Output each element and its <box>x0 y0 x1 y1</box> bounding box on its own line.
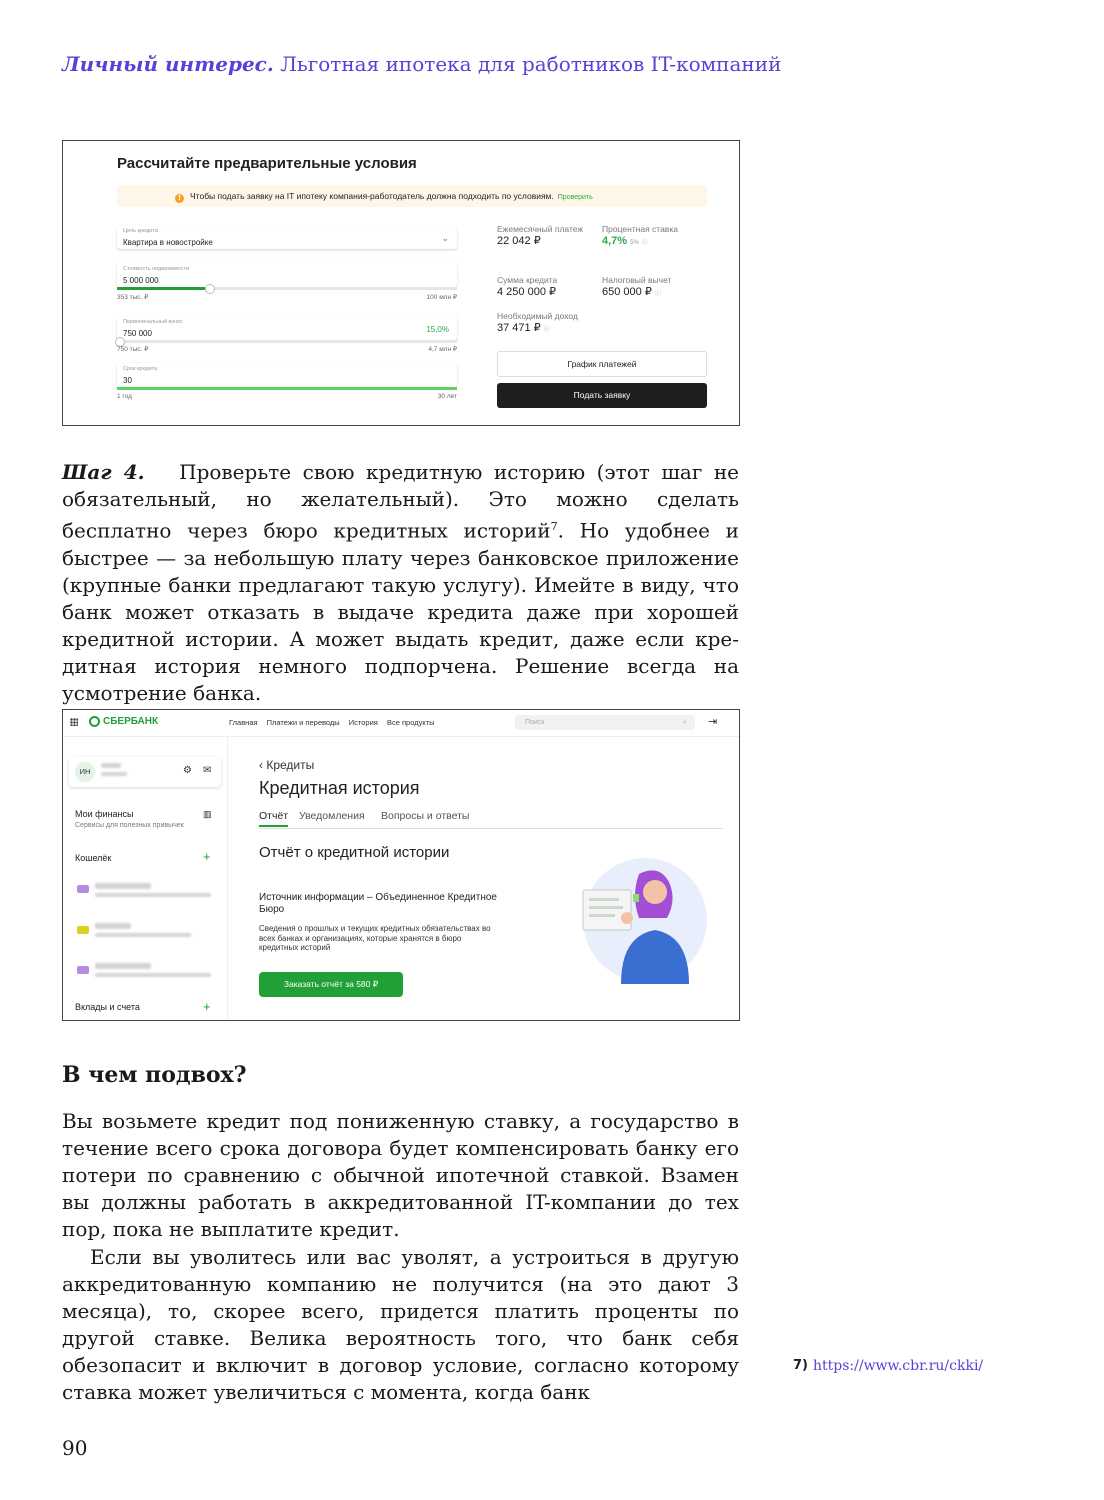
blurred-name <box>101 763 121 768</box>
gear-icon[interactable]: ⚙ <box>183 765 192 776</box>
mail-icon[interactable]: ✉ <box>203 765 212 776</box>
range-max: 100 млн ₽ <box>426 294 457 301</box>
search-placeholder: Поиск <box>525 719 545 726</box>
report-description: Сведения о прошлых и текущих кредитных обязательствах во всех банках и организациях, которые хранятся в бюро кредитных историй <box>259 924 491 952</box>
loan-label: Сумма кредита <box>497 275 558 285</box>
sberbank-logo[interactable] <box>89 716 158 727</box>
range-max: 4,7 млн ₽ <box>428 346 457 353</box>
tabs <box>259 810 723 829</box>
slider-range <box>117 393 457 400</box>
field-value: 5 000 000 <box>123 276 159 285</box>
sber-logo-icon <box>89 716 100 727</box>
nav-item-history[interactable]: История <box>348 718 378 727</box>
page-number: 90 <box>62 1436 88 1460</box>
main-nav <box>229 718 442 727</box>
payment-schedule-button[interactable]: График платежей <box>497 351 707 377</box>
my-finances-title[interactable]: Мои финансы <box>75 809 134 819</box>
income-label: Необходимый доход <box>497 311 578 321</box>
down-payment-input[interactable] <box>117 316 457 340</box>
breadcrumb-label: Кредиты <box>266 758 315 772</box>
tax-deduction <box>602 276 671 299</box>
blurred-balance <box>95 963 151 969</box>
down-payment-percent: 15,0% <box>426 325 449 334</box>
monthly-label: Ежемесячный платеж <box>497 224 584 234</box>
sidebar <box>63 737 228 1020</box>
header-bold: Личный интерес. <box>62 52 274 76</box>
field-value: Квартира в новостройке <box>123 238 213 247</box>
field-label: Стоимость недвижимости <box>123 266 190 272</box>
info-icon: ⓘ <box>654 291 661 297</box>
footnote-ref: 7 <box>550 520 558 533</box>
wallet-title[interactable]: Кошелёк <box>75 853 112 863</box>
info-icon: ⓘ <box>543 327 550 333</box>
my-finances-sub: Сервисы для полезных привычек <box>75 822 184 829</box>
range-max: 30 лет <box>437 393 457 400</box>
step-label: Шаг 4. <box>62 460 145 484</box>
deposits-title[interactable]: Вклады и счета <box>75 1002 140 1012</box>
property-price-slider[interactable] <box>117 287 457 290</box>
field-value: 30 <box>123 376 132 385</box>
paragraph-2: Если вы уволитесь или вас уволят, а устроиться в другую аккредитованную компанию не получится (на это дают 3 месяца), то, скорее всего, придется платить проценты по другой ставке. Велика вероятность того, что банк себя обезопасит и включит в договор условие, согласно которому ставка может увеличиться с момента, когда банк <box>62 1245 739 1404</box>
rate-value: 4,7% <box>602 235 628 247</box>
range-min: 353 тыс. ₽ <box>117 294 149 301</box>
term-input[interactable] <box>117 363 457 387</box>
running-header <box>62 52 781 76</box>
calculator-screenshot <box>62 140 740 426</box>
profile-card[interactable] <box>69 757 221 787</box>
paragraph-1: Вы возьмете кредит под пониженную ставку, а государство в течение всего срока договора будет компенсировать банку его потери по сравнению с обычной ипотечной ставкой. Взамен вы должны работать в аккредитованной IT-компании до тех пор, пока не выплатите кредит. <box>62 1109 739 1241</box>
nav-item-payments[interactable]: Платежи и переводы <box>266 718 340 727</box>
page-title: Кредитная история <box>259 778 420 798</box>
order-report-button[interactable]: Заказать отчёт за 580 ₽ <box>259 972 403 997</box>
tab-faq[interactable]: Вопросы и ответы <box>381 810 470 822</box>
warning-text: Чтобы подать заявку на IT ипотеку компания-работодатель должна подходить по условиям. <box>190 191 554 201</box>
loan-value: 4 250 000 ₽ <box>497 286 556 298</box>
range-min: 750 тыс. ₽ <box>117 346 149 353</box>
property-price-input[interactable] <box>117 263 457 287</box>
loan-purpose-select[interactable] <box>117 225 457 249</box>
income-value: 37 471 ₽ <box>497 322 541 334</box>
nav-item-home[interactable]: Главная <box>229 718 258 727</box>
tax-label: Налоговый вычет <box>602 275 672 285</box>
step4-text-a: Проверьте свою кредитную историю (этот шаг не обязательный, но желательный). Это можно сделать бесплатно через бюро кредитных историй <box>62 460 740 543</box>
step4-text-b: . Но удобнее и быстрее — за небольшую плату через банковское приложение (крупные банки предлагают такую услугу). Имейте в виду, что банк может отказать в выдаче кредита даже при хорошей кредитной истории. А может выдать кредит, даже если кредитная история немного подпорчена. Решение всегда на усмотрение банка. <box>62 518 739 705</box>
loan-amount <box>497 276 557 297</box>
report-title: Отчёт о кредитной истории <box>259 844 450 861</box>
search-input[interactable] <box>515 715 695 730</box>
woman-with-document-illustration <box>581 856 709 984</box>
chevron-down-icon: ⌄ <box>441 233 449 243</box>
field-label: Срок кредита <box>123 366 158 372</box>
interest-rate <box>602 225 707 248</box>
monthly-payment <box>497 225 587 246</box>
tax-value: 650 000 ₽ <box>602 286 652 298</box>
term-slider[interactable] <box>117 387 457 390</box>
rate-old: 5% <box>630 240 639 246</box>
blurred-balance <box>95 883 151 889</box>
slider-range <box>117 345 457 353</box>
logout-icon[interactable]: ⇥ <box>708 716 718 728</box>
card-icon <box>77 885 89 893</box>
field-label: Цель кредита <box>123 228 158 234</box>
sberbank-screenshot <box>62 709 740 1021</box>
avatar: ИН <box>75 762 95 782</box>
tab-notifications[interactable]: Уведомления <box>299 810 365 822</box>
top-navbar <box>63 710 739 737</box>
down-payment-slider[interactable] <box>117 340 457 343</box>
chart-icon: ▥ <box>203 809 212 819</box>
step4-paragraph <box>62 459 739 707</box>
header-rest: Льготная ипотека для работников IT-компаний <box>280 52 782 76</box>
nav-item-products[interactable]: Все продукты <box>386 718 435 727</box>
calculator-title: Рассчитайте предварительные условия <box>117 155 417 172</box>
breadcrumb[interactable] <box>259 758 314 772</box>
apply-button[interactable]: Подать заявку <box>497 383 707 408</box>
report-source: Источник информации – Объединенное Кредитное Бюро <box>259 892 497 915</box>
range-min: 1 год <box>117 393 132 400</box>
search-icon: ⌕ <box>683 719 687 726</box>
warning-banner <box>117 185 707 207</box>
check-link[interactable]: Проверить <box>557 194 593 201</box>
warning-icon: ! <box>175 194 184 203</box>
add-wallet-icon[interactable]: + <box>203 849 211 864</box>
blurred-balance <box>95 923 131 929</box>
field-label: Первоначальный взнос <box>123 319 183 325</box>
logo-text: СБЕРБАНК <box>103 716 159 727</box>
required-income <box>497 312 578 335</box>
blurred-details <box>95 893 211 897</box>
section-heading: В чем подвох? <box>62 1062 247 1088</box>
blurred-profile <box>101 772 127 776</box>
blurred-details <box>95 973 211 977</box>
monthly-value: 22 042 ₽ <box>497 235 541 247</box>
footnote-link[interactable]: https://www.cbr.ru/ckki/ <box>813 1358 984 1374</box>
chevron-left-icon: ‹ <box>259 758 263 772</box>
card-icon <box>77 926 89 934</box>
slider-range <box>117 293 457 301</box>
apps-grid-icon[interactable] <box>70 718 78 726</box>
card-icon <box>77 966 89 974</box>
info-icon: ⓘ <box>641 240 648 246</box>
field-value: 750 000 <box>123 329 152 338</box>
footnote-number: 7) <box>793 1358 808 1373</box>
blurred-details <box>95 933 191 937</box>
tab-report[interactable]: Отчёт <box>259 810 288 827</box>
rate-label: Процентная ставка <box>602 224 678 234</box>
add-deposit-icon[interactable]: + <box>203 999 211 1014</box>
